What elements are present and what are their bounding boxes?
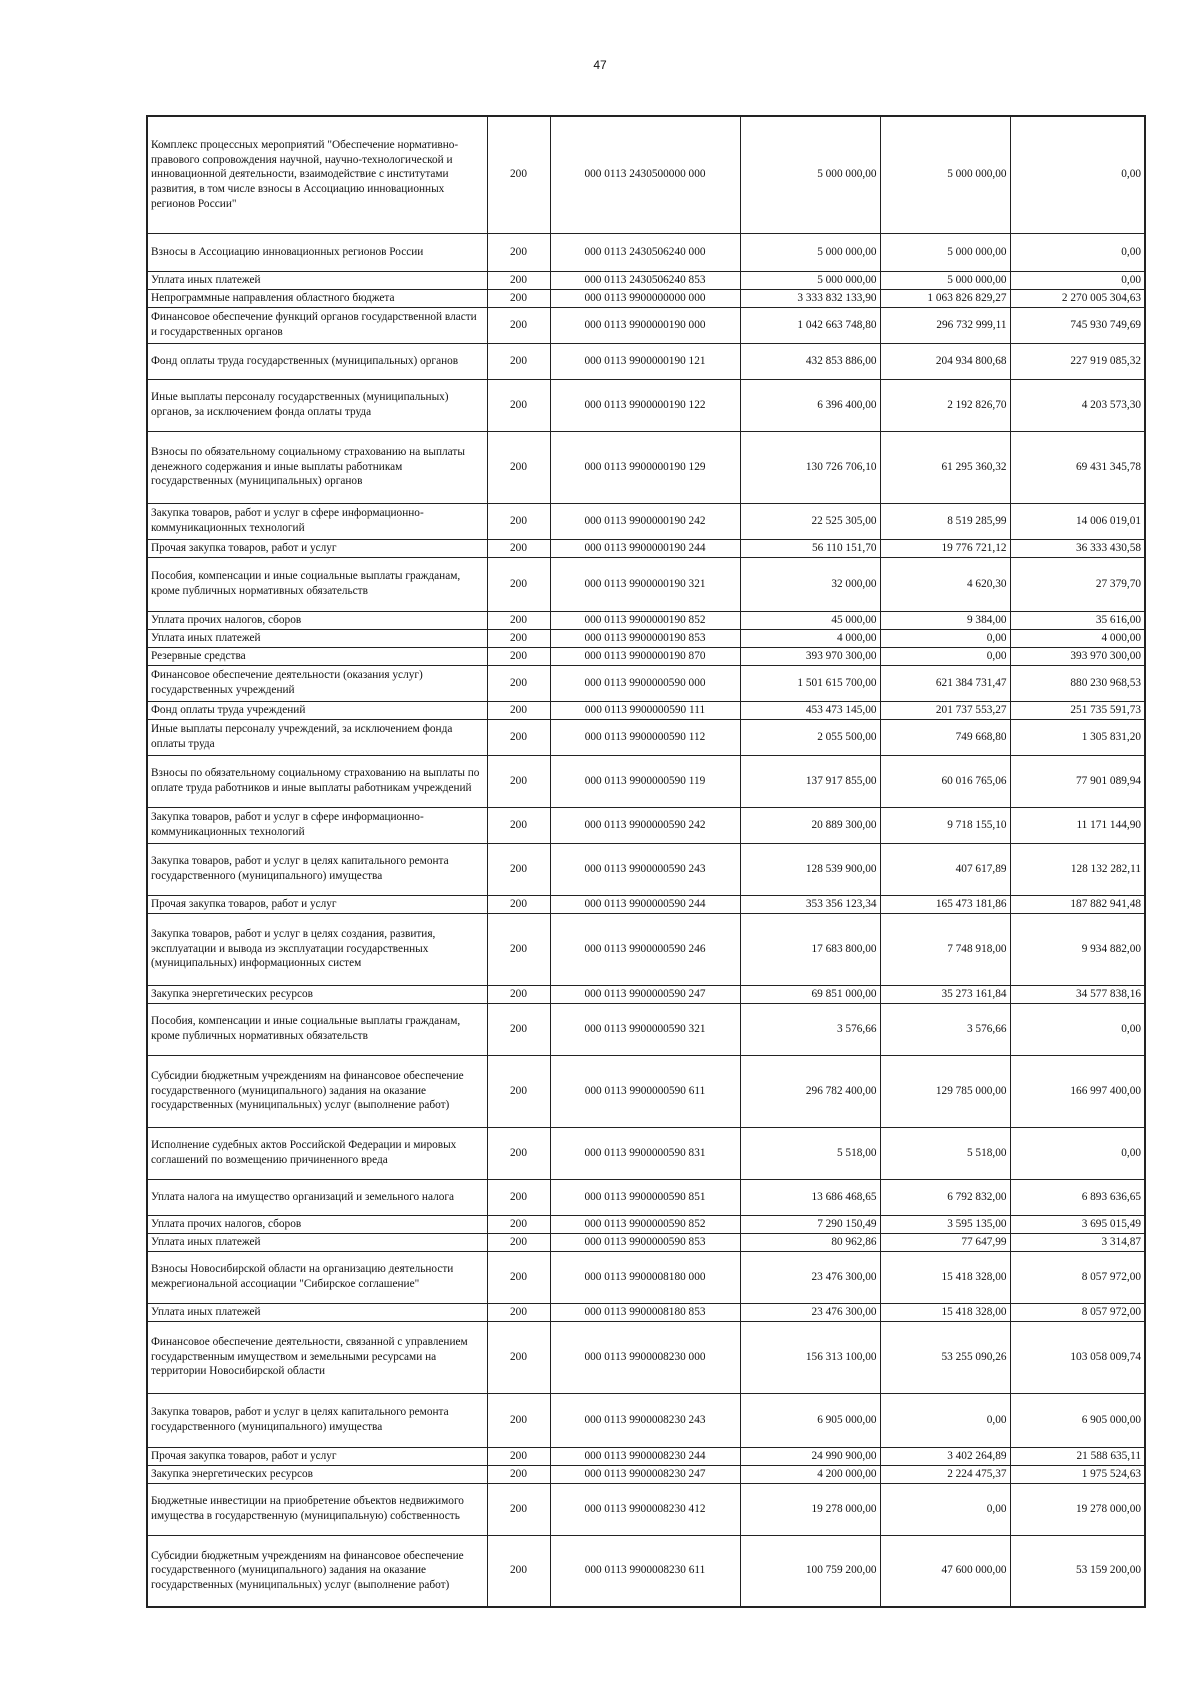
row-value-1: 1 501 615 700,00 bbox=[740, 665, 880, 701]
row-name: Уплата прочих налогов, сборов bbox=[147, 611, 487, 629]
row-name: Субсидии бюджетным учреждениям на финансовое обеспечение государственного (муниципального) задания на оказание государственных (муниципальных) услуг (выполнение работ) bbox=[147, 1535, 487, 1607]
row-value-1: 100 759 200,00 bbox=[740, 1535, 880, 1607]
row-value-2: 77 647,99 bbox=[880, 1233, 1010, 1251]
table-row bbox=[147, 1003, 1145, 1055]
row-code: 200 bbox=[487, 1483, 550, 1535]
row-kbk-code: 000 0113 9900000590 851 bbox=[550, 1179, 740, 1215]
row-value-1: 3 576,66 bbox=[740, 1003, 880, 1055]
row-value-1: 5 000 000,00 bbox=[740, 271, 880, 289]
row-value-3: 103 058 009,74 bbox=[1010, 1321, 1145, 1393]
row-code: 200 bbox=[487, 1055, 550, 1127]
row-value-2: 61 295 360,32 bbox=[880, 431, 1010, 503]
table-row bbox=[147, 755, 1145, 807]
row-value-1: 7 290 150,49 bbox=[740, 1215, 880, 1233]
row-code: 200 bbox=[487, 1251, 550, 1303]
table-row bbox=[147, 233, 1145, 271]
row-kbk-code: 000 0113 9900008180 853 bbox=[550, 1303, 740, 1321]
row-kbk-code: 000 0113 9900000590 852 bbox=[550, 1215, 740, 1233]
row-kbk-code: 000 0113 9900008230 244 bbox=[550, 1447, 740, 1465]
row-code: 200 bbox=[487, 843, 550, 895]
row-code: 200 bbox=[487, 233, 550, 271]
row-value-1: 453 473 145,00 bbox=[740, 701, 880, 719]
row-value-3: 4 000,00 bbox=[1010, 629, 1145, 647]
table-row bbox=[147, 379, 1145, 431]
row-value-1: 80 962,86 bbox=[740, 1233, 880, 1251]
row-value-1: 4 200 000,00 bbox=[740, 1465, 880, 1483]
row-value-3: 745 930 749,69 bbox=[1010, 307, 1145, 343]
row-value-1: 1 042 663 748,80 bbox=[740, 307, 880, 343]
row-value-2: 5 518,00 bbox=[880, 1127, 1010, 1179]
table-row bbox=[147, 1535, 1145, 1607]
row-name: Фонд оплаты труда государственных (муниципальных) органов bbox=[147, 343, 487, 379]
row-kbk-code: 000 0113 9900000190 321 bbox=[550, 557, 740, 611]
row-name: Закупка товаров, работ и услуг в сфере информационно-коммуникационных технологий bbox=[147, 807, 487, 843]
row-value-1: 137 917 855,00 bbox=[740, 755, 880, 807]
row-value-2: 15 418 328,00 bbox=[880, 1303, 1010, 1321]
row-value-3: 128 132 282,11 bbox=[1010, 843, 1145, 895]
row-value-1: 5 518,00 bbox=[740, 1127, 880, 1179]
row-value-1: 24 990 900,00 bbox=[740, 1447, 880, 1465]
row-name: Закупка товаров, работ и услуг в целях создания, развития, эксплуатации и вывода из эксплуатации государственных (муниципальных) информационных систем bbox=[147, 913, 487, 985]
row-kbk-code: 000 0113 9900000590 000 bbox=[550, 665, 740, 701]
row-code: 200 bbox=[487, 1003, 550, 1055]
row-value-3: 2 270 005 304,63 bbox=[1010, 289, 1145, 307]
table-row bbox=[147, 1251, 1145, 1303]
table-row bbox=[147, 629, 1145, 647]
row-value-3: 251 735 591,73 bbox=[1010, 701, 1145, 719]
row-value-1: 23 476 300,00 bbox=[740, 1251, 880, 1303]
row-code: 200 bbox=[487, 1447, 550, 1465]
row-code: 200 bbox=[487, 1321, 550, 1393]
table-row bbox=[147, 895, 1145, 913]
table-row bbox=[147, 116, 1145, 233]
row-value-2: 0,00 bbox=[880, 629, 1010, 647]
table-row bbox=[147, 1179, 1145, 1215]
table-row bbox=[147, 807, 1145, 843]
row-kbk-code: 000 0113 9900008230 000 bbox=[550, 1321, 740, 1393]
table-row bbox=[147, 1393, 1145, 1447]
row-kbk-code: 000 0113 9900000590 853 bbox=[550, 1233, 740, 1251]
table-row bbox=[147, 271, 1145, 289]
row-name: Уплата налога на имущество организаций и земельного налога bbox=[147, 1179, 487, 1215]
row-value-2: 0,00 bbox=[880, 1483, 1010, 1535]
row-kbk-code: 000 0113 9900000590 119 bbox=[550, 755, 740, 807]
row-code: 200 bbox=[487, 755, 550, 807]
row-value-1: 130 726 706,10 bbox=[740, 431, 880, 503]
row-value-1: 32 000,00 bbox=[740, 557, 880, 611]
row-code: 200 bbox=[487, 539, 550, 557]
table-row bbox=[147, 647, 1145, 665]
row-code: 200 bbox=[487, 116, 550, 233]
row-value-3: 27 379,70 bbox=[1010, 557, 1145, 611]
row-value-3: 880 230 968,53 bbox=[1010, 665, 1145, 701]
row-value-1: 20 889 300,00 bbox=[740, 807, 880, 843]
row-kbk-code: 000 0113 9900000590 243 bbox=[550, 843, 740, 895]
row-code: 200 bbox=[487, 343, 550, 379]
row-name: Уплата прочих налогов, сборов bbox=[147, 1215, 487, 1233]
row-value-1: 22 525 305,00 bbox=[740, 503, 880, 539]
row-value-1: 23 476 300,00 bbox=[740, 1303, 880, 1321]
row-kbk-code: 000 0113 2430500000 000 bbox=[550, 116, 740, 233]
row-value-2: 0,00 bbox=[880, 1393, 1010, 1447]
row-kbk-code: 000 0113 9900000590 111 bbox=[550, 701, 740, 719]
row-name: Взносы по обязательному социальному страхованию на выплаты по оплате труда работников и иные выплаты работникам учреждений bbox=[147, 755, 487, 807]
row-kbk-code: 000 0113 9900008230 611 bbox=[550, 1535, 740, 1607]
row-name: Исполнение судебных актов Российской Федерации и мировых соглашений по возмещению причиненного вреда bbox=[147, 1127, 487, 1179]
row-value-2: 129 785 000,00 bbox=[880, 1055, 1010, 1127]
row-name: Непрограммные направления областного бюджета bbox=[147, 289, 487, 307]
row-code: 200 bbox=[487, 985, 550, 1003]
row-value-2: 165 473 181,86 bbox=[880, 895, 1010, 913]
row-value-1: 5 000 000,00 bbox=[740, 116, 880, 233]
row-code: 200 bbox=[487, 1393, 550, 1447]
row-value-2: 19 776 721,12 bbox=[880, 539, 1010, 557]
row-value-3: 9 934 882,00 bbox=[1010, 913, 1145, 985]
row-name: Уплата иных платежей bbox=[147, 1303, 487, 1321]
row-value-3: 3 695 015,49 bbox=[1010, 1215, 1145, 1233]
row-value-1: 128 539 900,00 bbox=[740, 843, 880, 895]
row-name: Пособия, компенсации и иные социальные выплаты гражданам, кроме публичных нормативных обязательств bbox=[147, 1003, 487, 1055]
row-name: Прочая закупка товаров, работ и услуг bbox=[147, 539, 487, 557]
row-value-3: 6 905 000,00 bbox=[1010, 1393, 1145, 1447]
row-kbk-code: 000 0113 9900000000 000 bbox=[550, 289, 740, 307]
table-body bbox=[147, 116, 1145, 1607]
row-value-3: 393 970 300,00 bbox=[1010, 647, 1145, 665]
row-code: 200 bbox=[487, 701, 550, 719]
row-name: Взносы по обязательному социальному страхованию на выплаты денежного содержания и иные выплаты работникам государственных (муниципальных) органов bbox=[147, 431, 487, 503]
row-value-2: 6 792 832,00 bbox=[880, 1179, 1010, 1215]
row-name: Взносы в Ассоциацию инновационных регионов России bbox=[147, 233, 487, 271]
row-name: Закупка энергетических ресурсов bbox=[147, 1465, 487, 1483]
row-value-1: 296 782 400,00 bbox=[740, 1055, 880, 1127]
row-kbk-code: 000 0113 9900000590 611 bbox=[550, 1055, 740, 1127]
row-value-3: 0,00 bbox=[1010, 271, 1145, 289]
row-value-2: 749 668,80 bbox=[880, 719, 1010, 755]
row-value-2: 9 384,00 bbox=[880, 611, 1010, 629]
row-name: Закупка энергетических ресурсов bbox=[147, 985, 487, 1003]
row-value-2: 8 519 285,99 bbox=[880, 503, 1010, 539]
row-name: Фонд оплаты труда учреждений bbox=[147, 701, 487, 719]
row-value-1: 353 356 123,34 bbox=[740, 895, 880, 913]
row-name: Уплата иных платежей bbox=[147, 271, 487, 289]
row-value-2: 3 402 264,89 bbox=[880, 1447, 1010, 1465]
row-value-2: 201 737 553,27 bbox=[880, 701, 1010, 719]
row-code: 200 bbox=[487, 1215, 550, 1233]
row-value-3: 0,00 bbox=[1010, 233, 1145, 271]
row-kbk-code: 000 0113 9900000190 129 bbox=[550, 431, 740, 503]
row-value-1: 56 110 151,70 bbox=[740, 539, 880, 557]
row-value-3: 166 997 400,00 bbox=[1010, 1055, 1145, 1127]
row-value-3: 21 588 635,11 bbox=[1010, 1447, 1145, 1465]
row-kbk-code: 000 0113 9900000590 244 bbox=[550, 895, 740, 913]
row-value-3: 0,00 bbox=[1010, 116, 1145, 233]
row-kbk-code: 000 0113 9900000190 000 bbox=[550, 307, 740, 343]
row-code: 200 bbox=[487, 807, 550, 843]
row-name: Пособия, компенсации и иные социальные выплаты гражданам, кроме публичных нормативных обязательств bbox=[147, 557, 487, 611]
row-name: Финансовое обеспечение функций органов государственной власти и государственных органов bbox=[147, 307, 487, 343]
row-kbk-code: 000 0113 9900008230 247 bbox=[550, 1465, 740, 1483]
row-value-1: 13 686 468,65 bbox=[740, 1179, 880, 1215]
row-value-2: 407 617,89 bbox=[880, 843, 1010, 895]
row-code: 200 bbox=[487, 307, 550, 343]
row-name: Финансовое обеспечение деятельности, связанной с управлением государственным имуществом и земельными ресурсами на территории Новосибирской области bbox=[147, 1321, 487, 1393]
row-kbk-code: 000 0113 9900000590 242 bbox=[550, 807, 740, 843]
row-value-2: 2 192 826,70 bbox=[880, 379, 1010, 431]
row-value-3: 227 919 085,32 bbox=[1010, 343, 1145, 379]
table-row bbox=[147, 557, 1145, 611]
row-kbk-code: 000 0113 9900000190 870 bbox=[550, 647, 740, 665]
row-value-2: 0,00 bbox=[880, 647, 1010, 665]
row-code: 200 bbox=[487, 1179, 550, 1215]
row-value-3: 77 901 089,94 bbox=[1010, 755, 1145, 807]
row-kbk-code: 000 0113 9900000190 121 bbox=[550, 343, 740, 379]
row-value-2: 296 732 999,11 bbox=[880, 307, 1010, 343]
row-value-3: 0,00 bbox=[1010, 1127, 1145, 1179]
row-value-3: 35 616,00 bbox=[1010, 611, 1145, 629]
row-value-1: 2 055 500,00 bbox=[740, 719, 880, 755]
row-kbk-code: 000 0113 9900000190 122 bbox=[550, 379, 740, 431]
row-value-2: 53 255 090,26 bbox=[880, 1321, 1010, 1393]
row-value-3: 69 431 345,78 bbox=[1010, 431, 1145, 503]
row-code: 200 bbox=[487, 431, 550, 503]
row-kbk-code: 000 0113 9900008230 412 bbox=[550, 1483, 740, 1535]
row-kbk-code: 000 0113 9900000590 246 bbox=[550, 913, 740, 985]
row-code: 200 bbox=[487, 913, 550, 985]
row-code: 200 bbox=[487, 271, 550, 289]
table-row bbox=[147, 1215, 1145, 1233]
row-kbk-code: 000 0113 9900008230 243 bbox=[550, 1393, 740, 1447]
table-row bbox=[147, 611, 1145, 629]
row-name: Закупка товаров, работ и услуг в целях капитального ремонта государственного (муниципального) имущества bbox=[147, 843, 487, 895]
row-value-2: 5 000 000,00 bbox=[880, 116, 1010, 233]
row-kbk-code: 000 0113 9900008180 000 bbox=[550, 1251, 740, 1303]
row-value-2: 5 000 000,00 bbox=[880, 233, 1010, 271]
row-name: Субсидии бюджетным учреждениям на финансовое обеспечение государственного (муниципального) задания на оказание государственных (муниципальных) услуг (выполнение работ) bbox=[147, 1055, 487, 1127]
row-value-3: 34 577 838,16 bbox=[1010, 985, 1145, 1003]
table-row bbox=[147, 701, 1145, 719]
row-code: 200 bbox=[487, 629, 550, 647]
row-name: Уплата иных платежей bbox=[147, 629, 487, 647]
row-code: 200 bbox=[487, 379, 550, 431]
row-value-1: 4 000,00 bbox=[740, 629, 880, 647]
row-name: Комплекс процессных мероприятий "Обеспечение нормативно-правового сопровождения научной, научно-технологической и инновационной деятельности, взаимодействие с институтами развития, в том числе взносы в Ассоциацию инновационных регионов России" bbox=[147, 116, 487, 233]
budget-table bbox=[146, 115, 1146, 1608]
row-kbk-code: 000 0113 9900000590 321 bbox=[550, 1003, 740, 1055]
row-name: Закупка товаров, работ и услуг в сфере информационно-коммуникационных технологий bbox=[147, 503, 487, 539]
row-value-3: 19 278 000,00 bbox=[1010, 1483, 1145, 1535]
row-name: Закупка товаров, работ и услуг в целях капитального ремонта государственного (муниципального) имущества bbox=[147, 1393, 487, 1447]
table-row bbox=[147, 665, 1145, 701]
row-value-3: 187 882 941,48 bbox=[1010, 895, 1145, 913]
table-row bbox=[147, 539, 1145, 557]
table-row bbox=[147, 1447, 1145, 1465]
row-code: 200 bbox=[487, 1465, 550, 1483]
row-name: Бюджетные инвестиции на приобретение объектов недвижимого имущества в государственную (муниципальную) собственность bbox=[147, 1483, 487, 1535]
row-value-1: 3 333 832 133,90 bbox=[740, 289, 880, 307]
row-kbk-code: 000 0113 2430506240 853 bbox=[550, 271, 740, 289]
row-kbk-code: 000 0113 9900000190 852 bbox=[550, 611, 740, 629]
table-row bbox=[147, 503, 1145, 539]
row-value-1: 156 313 100,00 bbox=[740, 1321, 880, 1393]
row-value-2: 3 595 135,00 bbox=[880, 1215, 1010, 1233]
row-kbk-code: 000 0113 9900000590 247 bbox=[550, 985, 740, 1003]
row-name: Прочая закупка товаров, работ и услуг bbox=[147, 1447, 487, 1465]
table-row bbox=[147, 1483, 1145, 1535]
row-value-2: 60 016 765,06 bbox=[880, 755, 1010, 807]
row-kbk-code: 000 0113 9900000190 244 bbox=[550, 539, 740, 557]
row-code: 200 bbox=[487, 665, 550, 701]
row-name: Уплата иных платежей bbox=[147, 1233, 487, 1251]
row-kbk-code: 000 0113 9900000590 112 bbox=[550, 719, 740, 755]
row-code: 200 bbox=[487, 719, 550, 755]
row-name: Иные выплаты персоналу государственных (муниципальных) органов, за исключением фонда оплаты труда bbox=[147, 379, 487, 431]
row-value-2: 2 224 475,37 bbox=[880, 1465, 1010, 1483]
row-code: 200 bbox=[487, 1233, 550, 1251]
row-value-1: 17 683 800,00 bbox=[740, 913, 880, 985]
row-value-1: 45 000,00 bbox=[740, 611, 880, 629]
row-code: 200 bbox=[487, 611, 550, 629]
table-row bbox=[147, 343, 1145, 379]
table-row bbox=[147, 985, 1145, 1003]
row-value-3: 1 975 524,63 bbox=[1010, 1465, 1145, 1483]
row-code: 200 bbox=[487, 647, 550, 665]
row-value-2: 3 576,66 bbox=[880, 1003, 1010, 1055]
table-row bbox=[147, 1127, 1145, 1179]
table-row bbox=[147, 719, 1145, 755]
row-name: Взносы Новосибирской области на организацию деятельности межрегиональной ассоциации "Сибирское соглашение" bbox=[147, 1251, 487, 1303]
table-row bbox=[147, 289, 1145, 307]
row-value-2: 4 620,30 bbox=[880, 557, 1010, 611]
row-value-1: 69 851 000,00 bbox=[740, 985, 880, 1003]
row-value-1: 6 905 000,00 bbox=[740, 1393, 880, 1447]
row-code: 200 bbox=[487, 1127, 550, 1179]
row-code: 200 bbox=[487, 503, 550, 539]
table-row bbox=[147, 1321, 1145, 1393]
row-value-3: 8 057 972,00 bbox=[1010, 1303, 1145, 1321]
row-name: Резервные средства bbox=[147, 647, 487, 665]
row-code: 200 bbox=[487, 557, 550, 611]
row-value-2: 15 418 328,00 bbox=[880, 1251, 1010, 1303]
row-kbk-code: 000 0113 9900000590 831 bbox=[550, 1127, 740, 1179]
row-value-1: 393 970 300,00 bbox=[740, 647, 880, 665]
table-row bbox=[147, 913, 1145, 985]
table-row bbox=[147, 843, 1145, 895]
row-value-1: 5 000 000,00 bbox=[740, 233, 880, 271]
row-value-3: 1 305 831,20 bbox=[1010, 719, 1145, 755]
row-code: 200 bbox=[487, 1535, 550, 1607]
row-code: 200 bbox=[487, 895, 550, 913]
row-value-2: 9 718 155,10 bbox=[880, 807, 1010, 843]
row-kbk-code: 000 0113 9900000190 853 bbox=[550, 629, 740, 647]
row-value-1: 6 396 400,00 bbox=[740, 379, 880, 431]
row-value-1: 432 853 886,00 bbox=[740, 343, 880, 379]
table-row bbox=[147, 307, 1145, 343]
row-code: 200 bbox=[487, 1303, 550, 1321]
row-name: Иные выплаты персоналу учреждений, за исключением фонда оплаты труда bbox=[147, 719, 487, 755]
table-row bbox=[147, 431, 1145, 503]
row-value-2: 47 600 000,00 bbox=[880, 1535, 1010, 1607]
row-value-3: 6 893 636,65 bbox=[1010, 1179, 1145, 1215]
table-row bbox=[147, 1465, 1145, 1483]
row-value-3: 0,00 bbox=[1010, 1003, 1145, 1055]
row-value-2: 1 063 826 829,27 bbox=[880, 289, 1010, 307]
row-value-2: 204 934 800,68 bbox=[880, 343, 1010, 379]
table-row bbox=[147, 1233, 1145, 1251]
row-value-2: 621 384 731,47 bbox=[880, 665, 1010, 701]
row-code: 200 bbox=[487, 289, 550, 307]
row-value-3: 4 203 573,30 bbox=[1010, 379, 1145, 431]
row-kbk-code: 000 0113 9900000190 242 bbox=[550, 503, 740, 539]
row-value-3: 14 006 019,01 bbox=[1010, 503, 1145, 539]
row-name: Финансовое обеспечение деятельности (оказания услуг) государственных учреждений bbox=[147, 665, 487, 701]
row-value-1: 19 278 000,00 bbox=[740, 1483, 880, 1535]
row-value-3: 11 171 144,90 bbox=[1010, 807, 1145, 843]
row-value-3: 3 314,87 bbox=[1010, 1233, 1145, 1251]
row-value-2: 7 748 918,00 bbox=[880, 913, 1010, 985]
row-name: Прочая закупка товаров, работ и услуг bbox=[147, 895, 487, 913]
row-value-2: 5 000 000,00 bbox=[880, 271, 1010, 289]
row-value-3: 36 333 430,58 bbox=[1010, 539, 1145, 557]
page-number: 47 bbox=[593, 58, 607, 72]
row-value-3: 8 057 972,00 bbox=[1010, 1251, 1145, 1303]
table-row bbox=[147, 1055, 1145, 1127]
row-kbk-code: 000 0113 2430506240 000 bbox=[550, 233, 740, 271]
table-row bbox=[147, 1303, 1145, 1321]
row-value-2: 35 273 161,84 bbox=[880, 985, 1010, 1003]
row-value-3: 53 159 200,00 bbox=[1010, 1535, 1145, 1607]
